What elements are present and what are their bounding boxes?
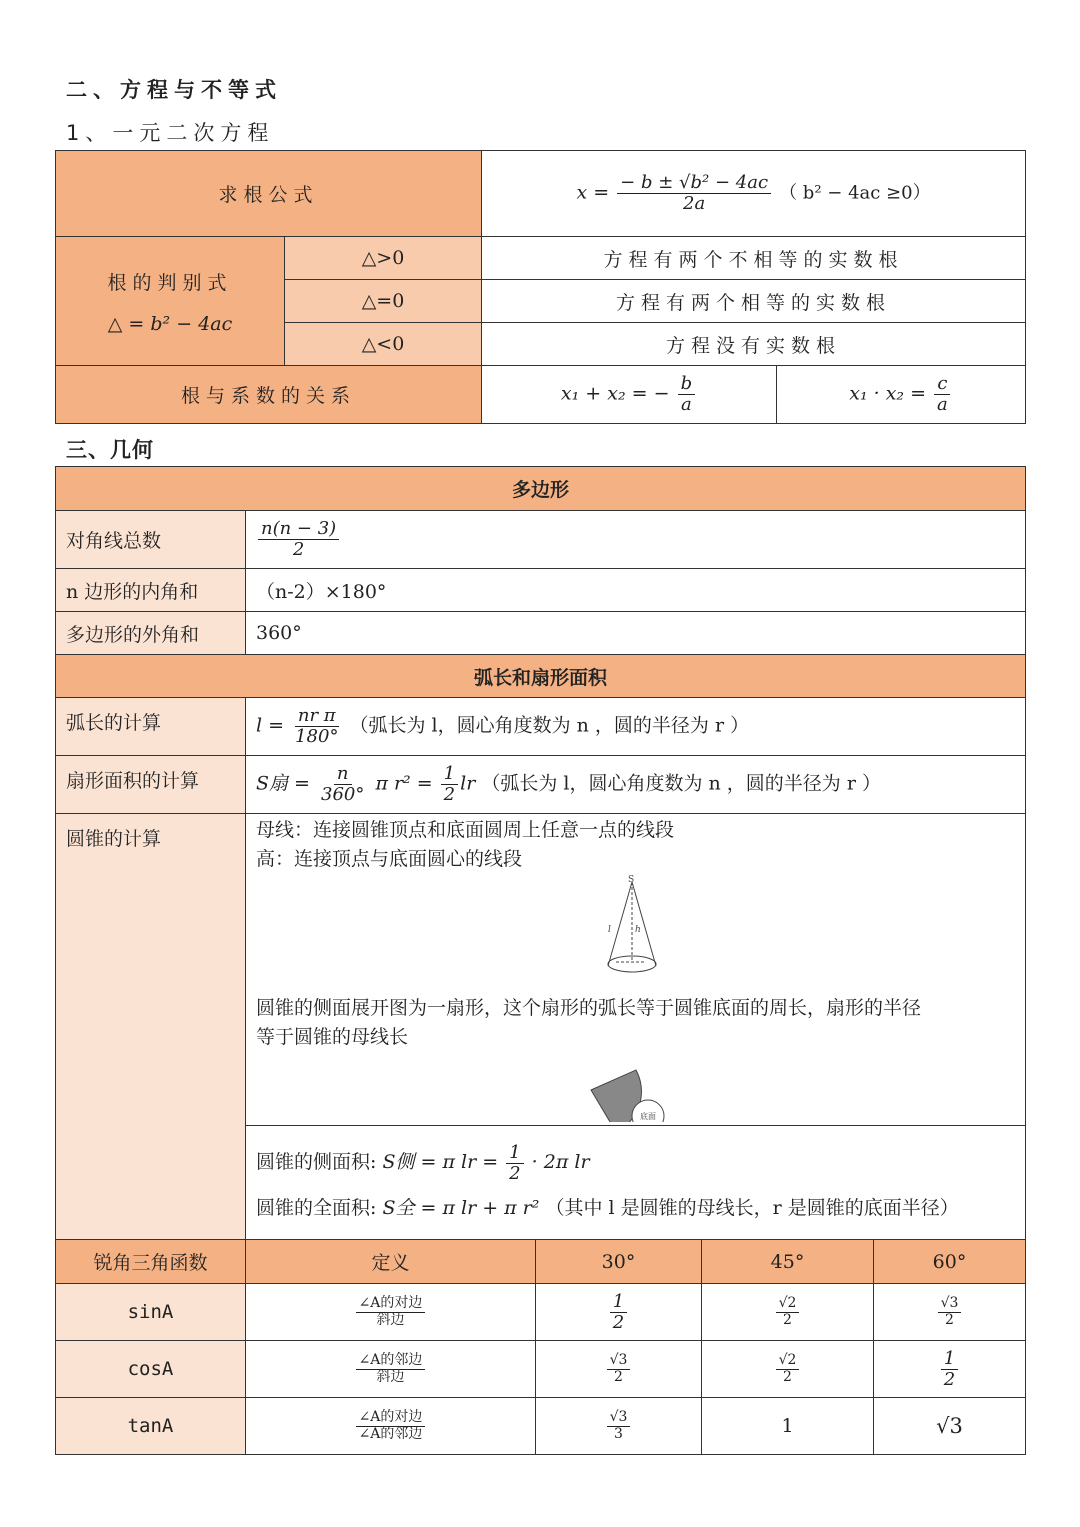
trig-def-denominator: 斜边 — [376, 1368, 405, 1385]
root-formula-condition: （ b² − 4ac ≥0） — [779, 182, 931, 204]
cone-line-2: 高：连接顶点与底面圆心的线段 — [256, 848, 523, 870]
arc-length-fraction — [292, 706, 341, 747]
discriminant-case-cond: △<0 — [285, 323, 482, 366]
cone-lateral-numerator: 1 — [506, 1143, 523, 1164]
cone-total-area — [246, 1194, 1025, 1223]
vieta-sum-fraction — [678, 374, 696, 415]
trig-value-denominator: 3 — [614, 1425, 623, 1442]
trig-header-cell: 30° — [536, 1240, 702, 1284]
sector-area-value — [246, 756, 1026, 814]
polygon-row-value: 360° — [246, 612, 1026, 655]
cone-lateral-prefix: 圆锥的侧面积: — [256, 1151, 377, 1174]
trig-def-numerator: ∠A的邻边 — [356, 1353, 426, 1369]
trig-value-denominator: 2 — [783, 1368, 792, 1385]
trig-header-cell: 锐角三角函数 — [56, 1240, 246, 1284]
section-3-title: 三、几何 — [66, 438, 154, 462]
trig-func-name: cosA — [56, 1341, 246, 1398]
trig-value-fraction — [607, 1410, 631, 1442]
cone-line-1: 母线：连接圆锥顶点和底面圆周上任意一点的线段 — [256, 819, 675, 841]
discriminant-case-result: 方程有两个相等的实数根 — [482, 280, 1026, 323]
cone-area-cell — [246, 1126, 1026, 1240]
trig-value-numerator: √2 — [776, 1296, 800, 1312]
trig-value-numerator: 1 — [610, 1292, 627, 1313]
cone-line-4: 等于圆锥的母线长 — [256, 1026, 409, 1048]
sector-area-lhs: S扇 = — [256, 772, 310, 795]
base-circle-label: 底面 — [640, 1112, 656, 1121]
discriminant-formula: △ = b² − 4ac — [107, 312, 233, 335]
trig-value-60 — [874, 1284, 1026, 1341]
cone-lateral-formula: S侧 = π lr = — [382, 1151, 499, 1174]
trig-value-denominator: 2 — [783, 1311, 792, 1328]
trig-definition — [246, 1398, 536, 1455]
sector-area-label: 扇形面积的计算 — [56, 756, 246, 814]
vieta-product-cell — [777, 366, 1026, 424]
cone-total-prefix: 圆锥的全面积: — [256, 1196, 377, 1219]
trig-header-cell: 45° — [702, 1240, 874, 1284]
trig-table — [55, 1239, 1026, 1455]
vieta-label: 根与系数的关系 — [56, 366, 482, 424]
sector-area-note: （弧长为 l，圆心角度数为 n ，圆的半径为 r ） — [481, 772, 881, 795]
trig-def-denominator: ∠A的邻边 — [358, 1425, 423, 1442]
sector-area-numerator-2: 1 — [441, 764, 458, 785]
sector-area-tail: lr — [460, 772, 476, 795]
polygon-header: 多边形 — [56, 467, 1026, 511]
root-formula-numerator: − b ± √b² − 4ac — [617, 173, 771, 194]
polygon-row-value: （n-2）×180° — [246, 569, 1026, 612]
trig-value-numerator: √3 — [607, 1353, 631, 1369]
arc-length-numerator: nr π — [295, 706, 339, 727]
trig-value-numerator: √2 — [776, 1353, 800, 1369]
root-formula-cell — [482, 151, 1026, 237]
trig-value-fraction — [938, 1296, 962, 1328]
arc-length-denominator: 180° — [295, 726, 339, 747]
discriminant-case-result: 方程没有实数根 — [482, 323, 1026, 366]
cone-right-edge — [632, 882, 656, 966]
cone-left-edge — [608, 882, 632, 966]
cone-label: 圆锥的计算 — [56, 814, 246, 1240]
trig-value-fraction — [776, 1353, 800, 1385]
cone-lateral-area — [246, 1142, 1025, 1183]
trig-definition-fraction — [356, 1353, 426, 1385]
trig-value-45: 1 — [702, 1398, 874, 1455]
trig-definition-fraction — [356, 1410, 426, 1442]
section-2-title: 二、方程与不等式 — [66, 78, 282, 102]
diagonal-count-numerator: n(n − 3) — [258, 519, 339, 540]
trig-definition-fraction — [356, 1296, 426, 1328]
trig-value-numerator: √3 — [938, 1296, 962, 1312]
trig-definition — [246, 1341, 536, 1398]
trig-def-denominator: 斜边 — [376, 1311, 405, 1328]
polygon-row-label: 对角线总数 — [56, 511, 246, 569]
sector-area-fraction-2 — [441, 764, 458, 805]
trig-def-numerator: ∠A的对边 — [356, 1410, 426, 1426]
vieta-product-fraction — [934, 374, 951, 415]
discriminant-case-result: 方程有两个不相等的实数根 — [482, 237, 1026, 280]
vieta-sum-cell — [482, 366, 777, 424]
vieta-sum-denominator: a — [680, 394, 692, 415]
arc-header: 弧长和扇形面积 — [56, 655, 1026, 698]
trig-value-45 — [702, 1284, 874, 1341]
trig-value-fraction — [941, 1349, 958, 1390]
trig-value-60: √3 — [874, 1398, 1026, 1455]
vieta-sum-numerator: b — [678, 374, 696, 395]
discriminant-label: 根的判别式 — [107, 271, 233, 294]
diagonal-count-fraction — [258, 519, 339, 560]
arc-length-value — [246, 698, 1026, 756]
cone-total-note: （其中 l 是圆锥的母线长，r 是圆锥的底面半径） — [545, 1196, 959, 1219]
trig-value-60 — [874, 1341, 1026, 1398]
trig-value-denominator: 2 — [945, 1311, 954, 1328]
vieta-sum-lhs: x₁ + x₂ = − — [560, 382, 670, 405]
cone-lateral-denominator: 2 — [509, 1162, 521, 1184]
discriminant-case-cond: △>0 — [285, 237, 482, 280]
trig-definition — [246, 1284, 536, 1341]
trig-value-denominator: 2 — [614, 1368, 623, 1385]
root-formula-denominator: 2a — [683, 193, 706, 214]
root-formula-label: 求根公式 — [56, 151, 482, 237]
sector-area-denominator-1: 360° — [321, 784, 365, 805]
cone-lateral-fraction — [506, 1143, 523, 1184]
discriminant-label-cell — [56, 237, 285, 366]
cone-lateral-tail: · 2π lr — [531, 1151, 590, 1174]
trig-value-45 — [702, 1341, 874, 1398]
trig-func-name: sinA — [56, 1284, 246, 1341]
cone-diagram — [246, 874, 1026, 986]
vieta-product-numerator: c — [934, 374, 950, 395]
trig-value-numerator: √3 — [607, 1410, 631, 1426]
trig-value-numerator: 1 — [941, 1349, 958, 1370]
trig-value-denominator: 2 — [943, 1368, 956, 1390]
sector-area-mid: π r² = — [375, 772, 433, 795]
diagonal-count-denominator: 2 — [292, 539, 305, 560]
cone-label-l: l — [608, 925, 611, 935]
cone-line-3: 圆锥的侧面展开图为一扇形，这个扇形的弧长等于圆锥底面的周长，扇形的半径 — [256, 997, 922, 1019]
vieta-product-lhs: x₁ · x₂ = — [849, 382, 926, 405]
arc-length-label: 弧长的计算 — [56, 698, 246, 756]
vieta-product-denominator: a — [937, 394, 948, 415]
sector-area-fraction-1 — [318, 764, 367, 805]
trig-value-fraction — [776, 1296, 800, 1328]
sector-area-numerator-1: n — [334, 764, 352, 785]
sector-area-denominator-2: 2 — [443, 784, 456, 805]
trig-value-denominator: 2 — [612, 1311, 625, 1333]
trig-header-cell: 定义 — [246, 1240, 536, 1284]
arc-length-note: （弧长为 l，圆心角度数为 n ，圆的半径为 r ） — [349, 714, 750, 737]
trig-header-cell: 60° — [874, 1240, 1026, 1284]
sector-diagram — [246, 1052, 1026, 1122]
root-formula-lhs: x = — [576, 181, 610, 204]
trig-value-30 — [536, 1341, 702, 1398]
polygon-row-value — [246, 511, 1026, 569]
cone-label-s: S — [628, 875, 635, 885]
cone-total-formula: S全 = π lr + π r² — [382, 1196, 540, 1219]
polygon-row-label: 多边形的外角和 — [56, 612, 246, 655]
trig-value-fraction — [607, 1353, 631, 1385]
cone-figure — [246, 874, 1025, 986]
trig-value-30 — [536, 1398, 702, 1455]
cone-definition-cell — [246, 814, 1026, 1126]
subsection-quadratic-title: 1、一元二次方程 — [66, 121, 275, 145]
trig-value-30 — [536, 1284, 702, 1341]
polygon-row-label: n 边形的内角和 — [56, 569, 246, 612]
arc-length-lhs: l = — [256, 714, 285, 737]
root-formula-fraction — [617, 173, 771, 214]
trig-def-numerator: ∠A的对边 — [356, 1296, 426, 1312]
quadratic-table — [55, 150, 1026, 424]
trig-func-name: tanA — [56, 1398, 246, 1455]
discriminant-case-cond: △=0 — [285, 280, 482, 323]
sector-figure — [246, 1052, 1025, 1122]
trig-value-fraction — [610, 1292, 627, 1333]
geometry-table — [55, 466, 1026, 1240]
cone-label-h: h — [635, 925, 641, 935]
